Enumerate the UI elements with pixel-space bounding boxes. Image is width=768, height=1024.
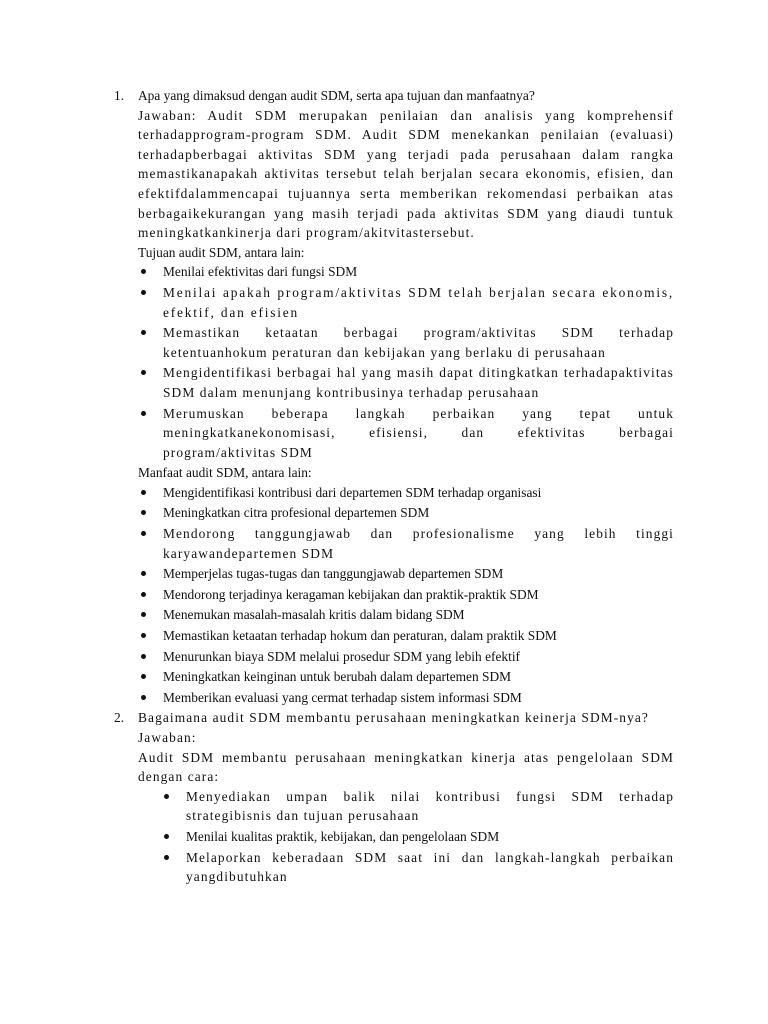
list-item: Memberikan evaluasi yang cermat terhadap sistem informasi SDM xyxy=(138,688,674,708)
tujuan-heading: Tujuan audit SDM, antara lain: xyxy=(138,244,305,260)
question-1-answer: Jawaban: Audit SDM merupakan penilaian dan analisis yang komprehensif terhadapprogram-program SDM. Audit SDM menekankan penilaian (evaluasi) terhadapberbagai aktivitas SDM yang terjadi pada perusahaan dalam rangka memastikanapakah aktivitas tersebut telah berjalan secara ekonomis, efisien, dan efektifdalammencapai tujuannya serta memberikan rekomendasi perbaikan atas berbagaikekurangan yang masih terjadi pada aktivitas SDM yang diaudi tuntuk meningkatkankinerja dari program/akitvitastersebut. xyxy=(138,107,674,241)
question-1-number: 1. xyxy=(114,88,125,103)
list-item: Menurunkan biaya SDM melalui prosedur SDM yang lebih efektif xyxy=(138,647,674,667)
list-item: Menemukan masalah-masalah kritis dalam bidang SDM xyxy=(138,605,674,625)
list-item: Mendorong terjadinya keragaman kebijakan dan praktik-praktik SDM xyxy=(138,585,674,605)
question-2-text: Bagaimana audit SDM membantu perusahaan meningkatkan keinerja SDM-nya? xyxy=(138,710,649,726)
list-item: Menyediakan umpan balik nilai kontribusi fungsi SDM terhadap strategibisnis dan tujuan perusahaan xyxy=(161,787,674,826)
list-item: Menilai efektivitas dari fungsi SDM xyxy=(138,262,674,282)
tujuan-list xyxy=(138,262,674,462)
question-2-number: 2. xyxy=(114,710,125,726)
list-item: Meningkatkan citra profesional departemen SDM xyxy=(138,503,674,523)
list-item: Memastikan ketaatan berbagai program/aktivitas SDM terhadap ketentuanhokum peraturan dan kebijakan yang berlaku di perusahaan xyxy=(138,323,674,362)
list-item: Merumuskan beberapa langkah perbaikan yang tepat untuk meningkatkanekonomisasi, efisiensi, dan efektivitas berbagai program/aktivitas SDM xyxy=(138,404,674,463)
list-item: Mengidentifikasi berbagai hal yang masih dapat ditingkatkan terhadapaktivitas SDM dalam menunjang kontribusinya terhadap perusahaan xyxy=(138,363,674,402)
question-2-block xyxy=(114,708,674,886)
list-item: Memperjelas tugas-tugas dan tanggungjawab departemen SDM xyxy=(138,564,674,584)
question-2-answer: Audit SDM membantu perusahaan meningkatkan kinerja atas pengelolaan SDM dengan cara: xyxy=(138,749,674,785)
list-item: Menilai apakah program/aktivitas SDM telah berjalan secara ekonomis, efektif, dan efisien xyxy=(138,283,674,322)
question-1-block xyxy=(114,86,674,707)
list-item: Mendorong tanggungjawab dan profesionalisme yang lebih tinggi karyawandepartemen SDM xyxy=(138,524,674,563)
question-2-answer-label: Jawaban: xyxy=(138,730,197,745)
list-item: Melaporkan keberadaan SDM saat ini dan langkah-langkah perbaikan yangdibutuhkan xyxy=(161,848,674,887)
list-item: Memastikan ketaatan terhadap hokum dan peraturan, dalam praktik SDM xyxy=(138,626,674,646)
list-item: Mengidentifikasi kontribusi dari departemen SDM terhadap organisasi xyxy=(138,483,674,503)
question-2-list xyxy=(161,787,674,887)
list-item: Meningkatkan keinginan untuk berubah dalam departemen SDM xyxy=(138,667,674,687)
question-1-text: Apa yang dimaksud dengan audit SDM, serta apa tujuan dan manfaatnya? xyxy=(138,88,535,103)
list-item: Menilai kualitas praktik, kebijakan, dan pengelolaan SDM xyxy=(161,827,674,847)
manfaat-list xyxy=(138,483,674,708)
manfaat-heading: Manfaat audit SDM, antara lain: xyxy=(138,465,312,481)
